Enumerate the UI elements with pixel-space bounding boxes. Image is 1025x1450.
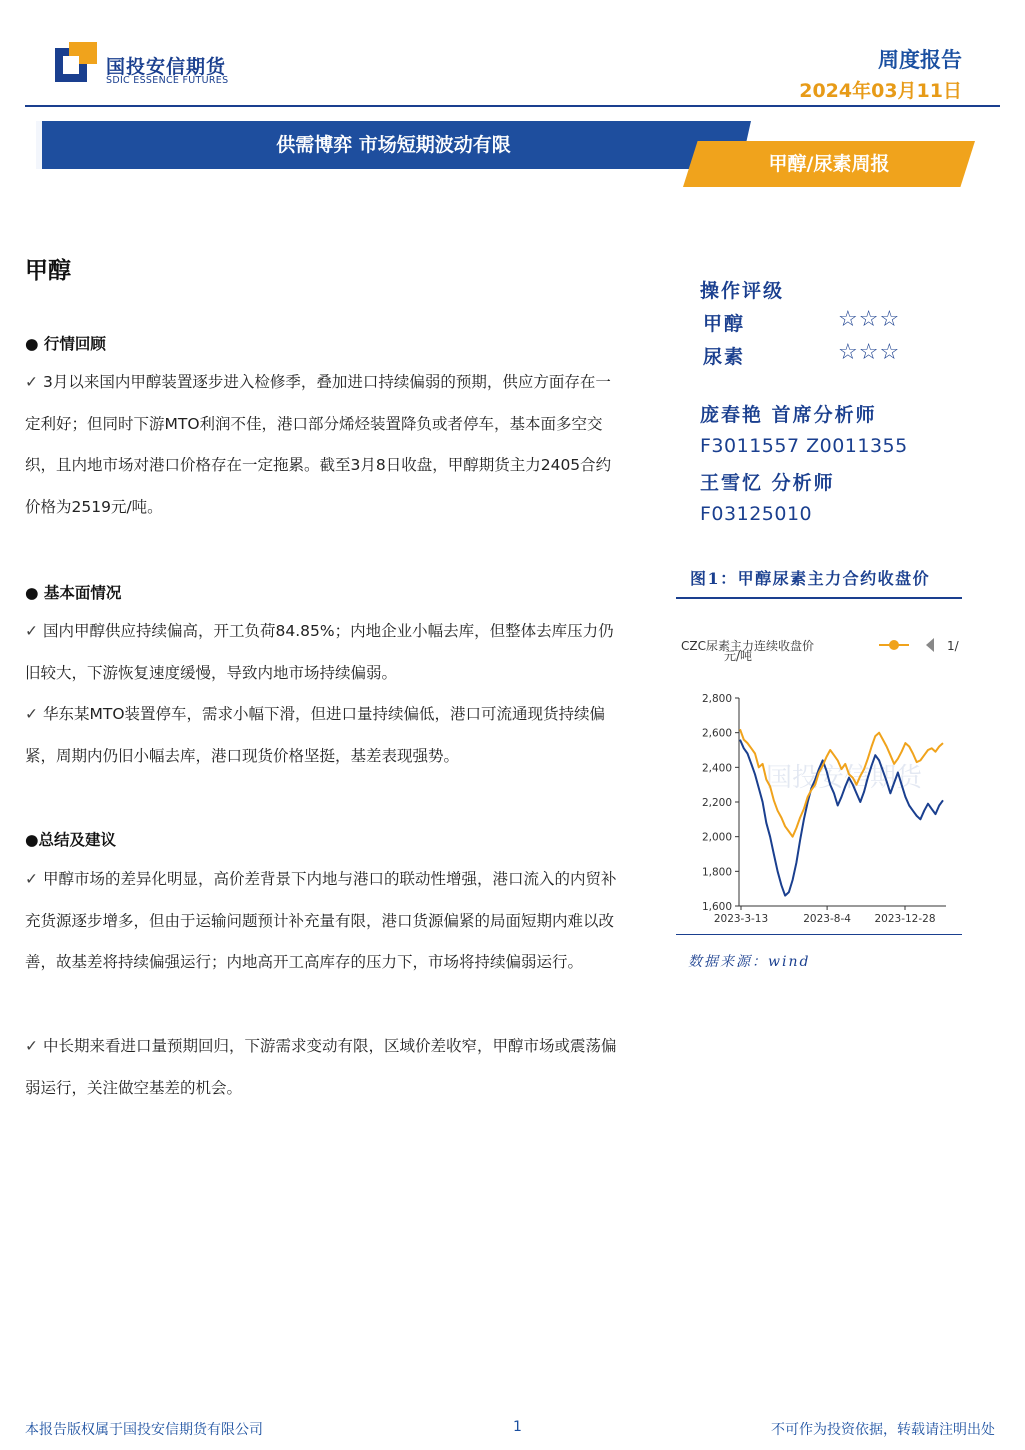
check-icon: ✓ [25, 870, 38, 888]
paragraph-summary-2: ✓ 中长期来看进口量预期回归，下游需求变动有限，区域价差收窄，甲醇市场或震荡偏弱运行，关注做空基差的机会。 [25, 1026, 620, 1109]
y-axis-unit: 元/吨 [724, 649, 753, 663]
y-tick-label: 1,600 [701, 901, 732, 913]
legend-prev-arrow[interactable] [926, 638, 934, 652]
section-title: 甲醇 [25, 258, 71, 284]
x-tick-label: 2023-8-4 [803, 913, 851, 925]
check-icon: ✓ [25, 373, 38, 391]
bullet-heading-summary: ●总结及建议 [25, 831, 117, 849]
paragraph-summary-1: ✓ 甲醇市场的差异化明显，高价差背景下内地与港口的联动性增强，港口流入的内贸补充货源逐步增多，但由于运输问题预计补充量有限，港口货源偏紧的局面短期内难以改善，故基差将持续偏强运行；内地高开工高库存的压力下，市场将持续偏弱运行。 [25, 859, 620, 984]
company-name-cn: 国投安信期货 [106, 56, 227, 78]
figure-top-rule [676, 597, 962, 599]
rating-name-methanol: 甲醇 [703, 313, 746, 335]
check-icon: ✓ [25, 622, 38, 640]
y-tick-label: 2,400 [701, 762, 732, 775]
legend-page[interactable]: 1/ [947, 639, 959, 653]
header-divider [25, 105, 1000, 107]
chart-watermark: 国投安信期货 [766, 763, 923, 793]
paragraph-review: ✓ 3月以来国内甲醇装置逐步进入检修季，叠加进口持续偏弱的预期，供应方面存在一定利好；但同时下游MTO利润不佳，港口部分烯烃装置降负或者停车，基本面多空交织，且内地市场对港口价格存在一定拖累。截至3月8日收盘，甲醇期货主力2405合约价格为2519元/吨。 [25, 362, 620, 528]
rating-name-urea: 尿素 [703, 346, 746, 368]
figure-bottom-rule [676, 934, 962, 935]
legend-marker [889, 640, 899, 650]
analyst-2-name: 王雪忆 分析师 [700, 472, 835, 494]
bullet-heading-review: ● 行情回顾 [25, 335, 106, 353]
y-tick-label: 2,200 [701, 797, 732, 809]
footer-disclaimer: 不可作为投资依据，转载请注明出处 [771, 1422, 995, 1438]
analyst-1-license: F3011557 Z0011355 [700, 435, 908, 457]
company-name-en: SDIC ESSENCE FUTURES [106, 75, 229, 86]
analyst-1-name: 庞春艳 首席分析师 [700, 404, 877, 426]
y-tick-label: 1,800 [701, 866, 732, 879]
check-icon: ✓ [25, 1037, 38, 1055]
y-tick-label: 2,000 [701, 831, 732, 844]
star-rating-methanol: ☆☆☆ [838, 307, 901, 332]
paragraph-fundamentals-2: ✓ 华东某MTO装置停车，需求小幅下滑，但进口量持续偏低，港口可流通现货持续偏紧，周期内仍旧小幅去库，港口现货价格坚挺，基差表现强势。 [25, 694, 620, 777]
y-tick-label: 2,600 [701, 727, 732, 740]
paragraph-fundamentals-1: ✓ 国内甲醇供应持续偏高，开工负荷84.85%；内地企业小幅去库，但整体去库压力仍旧较大，下游恢复速度缓慢，导致内地市场持续偏弱。 [25, 611, 620, 694]
legend-label: CZC尿素主力连续收盘价 [681, 639, 814, 653]
bullet-heading-fundamentals: ● 基本面情况 [25, 584, 122, 602]
company-logo-mark [55, 42, 97, 84]
x-tick-label: 2023-3-13 [713, 913, 769, 925]
report-date: 2024年03月11日 [799, 80, 962, 102]
footer-copyright: 本报告版权属于国投安信期货有限公司 [25, 1422, 263, 1438]
price-line-chart [676, 626, 966, 930]
report-type: 周度报告 [878, 48, 962, 72]
footer-page-number: 1 [513, 1419, 522, 1435]
x-tick-label: 2023-12-28 [874, 913, 936, 925]
star-rating-urea: ☆☆☆ [838, 340, 901, 365]
figure-title: 图1：甲醇尿素主力合约收盘价 [690, 569, 931, 588]
data-source: 数据来源：wind [688, 954, 811, 970]
check-icon: ✓ [25, 705, 38, 723]
y-tick-label: 2,800 [701, 693, 732, 705]
analyst-2-license: F03125010 [700, 503, 813, 525]
rating-title: 操作评级 [700, 280, 785, 302]
report-tag-text: 甲醇/尿素周报 [768, 153, 890, 175]
headline-text: 供需博弈 市场短期波动有限 [276, 134, 511, 156]
